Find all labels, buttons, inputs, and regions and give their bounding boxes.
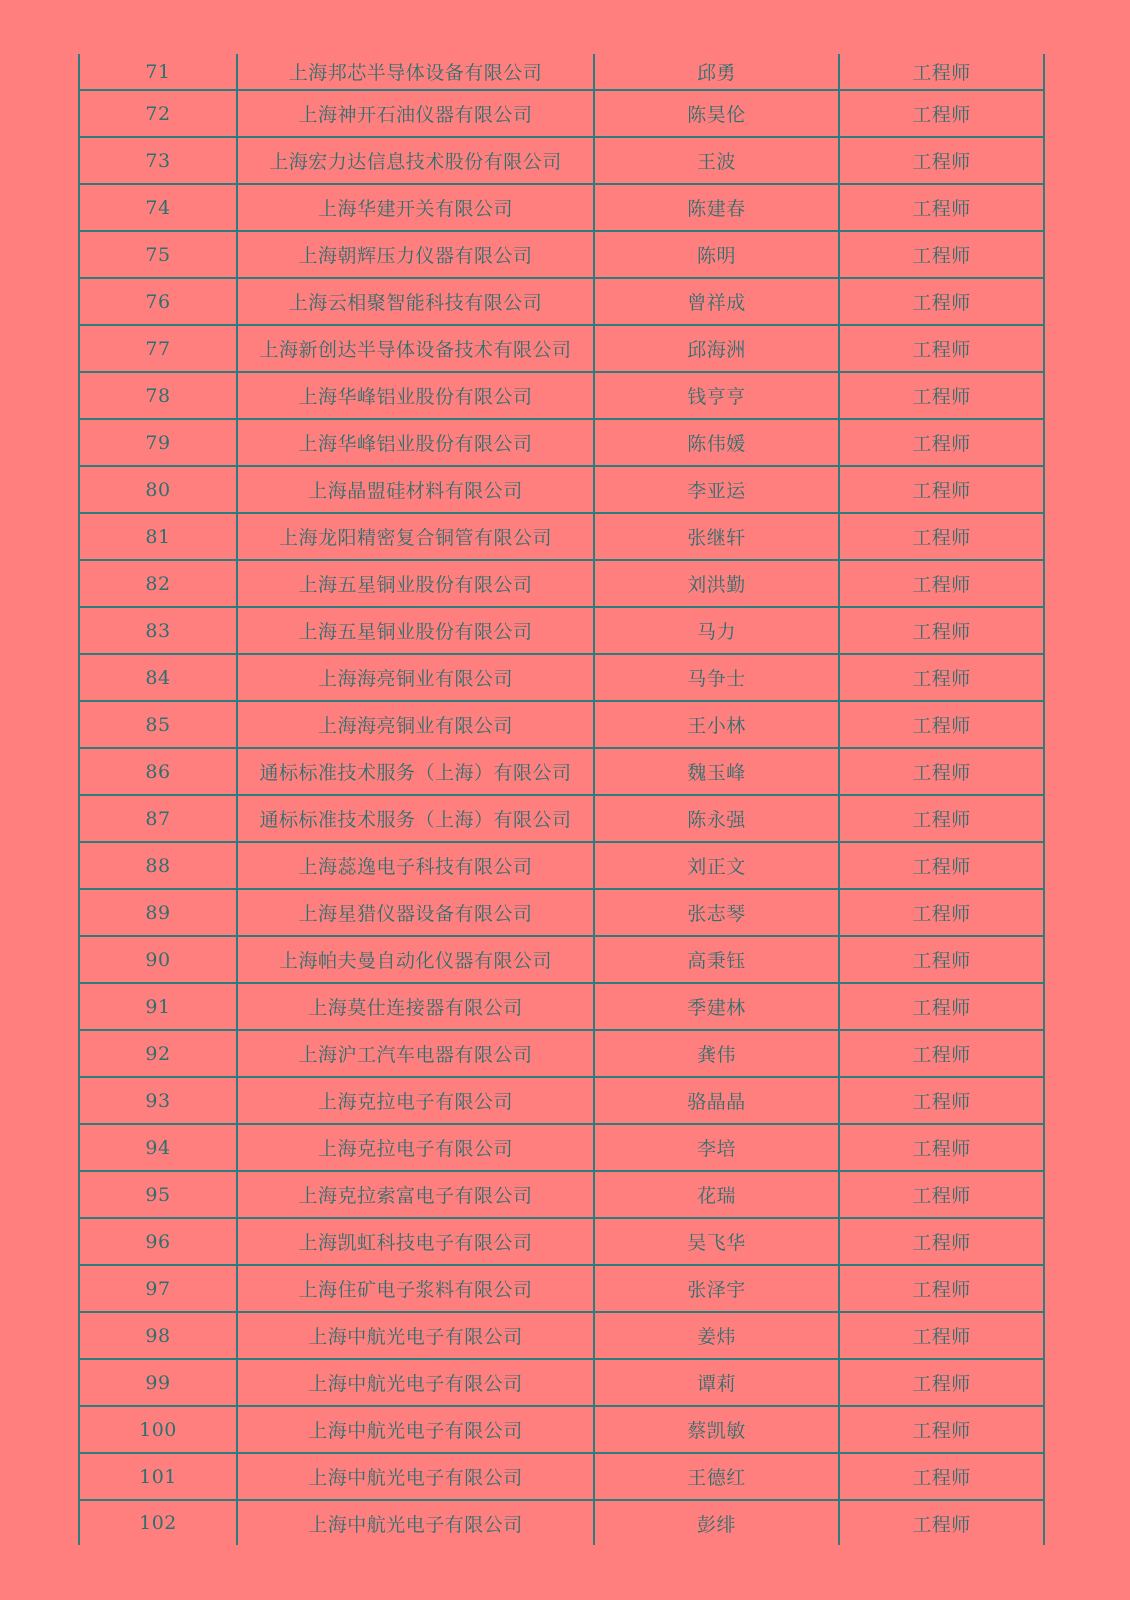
table-row bbox=[79, 231, 1044, 278]
job-title-cell: 工程师 bbox=[839, 889, 1044, 936]
job-title-cell: 工程师 bbox=[839, 278, 1044, 325]
job-title-cell: 工程师 bbox=[839, 936, 1044, 983]
row-number-cell: 79 bbox=[79, 419, 237, 466]
company-cell: 上海中航光电子有限公司 bbox=[237, 1406, 594, 1453]
row-number-cell: 93 bbox=[79, 1077, 237, 1124]
row-number-cell: 80 bbox=[79, 466, 237, 513]
company-cell: 上海海亮铜业有限公司 bbox=[237, 701, 594, 748]
person-name-cell: 陈建春 bbox=[594, 184, 839, 231]
job-title-cell: 工程师 bbox=[839, 184, 1044, 231]
job-title-cell: 工程师 bbox=[839, 419, 1044, 466]
job-title-cell: 工程师 bbox=[839, 983, 1044, 1030]
company-cell: 上海帕夫曼自动化仪器有限公司 bbox=[237, 936, 594, 983]
job-title-cell: 工程师 bbox=[839, 90, 1044, 137]
person-name-cell: 王小林 bbox=[594, 701, 839, 748]
table-row bbox=[79, 137, 1044, 184]
job-title-cell: 工程师 bbox=[839, 231, 1044, 278]
job-title-cell: 工程师 bbox=[839, 137, 1044, 184]
roster-table bbox=[78, 54, 1045, 1545]
job-title-cell: 工程师 bbox=[839, 795, 1044, 842]
table-row bbox=[79, 795, 1044, 842]
person-name-cell: 李亚运 bbox=[594, 466, 839, 513]
table-row bbox=[79, 560, 1044, 607]
job-title-cell: 工程师 bbox=[839, 1453, 1044, 1500]
row-number-cell: 84 bbox=[79, 654, 237, 701]
person-name-cell: 花瑞 bbox=[594, 1171, 839, 1218]
row-number-cell: 86 bbox=[79, 748, 237, 795]
row-number-cell: 88 bbox=[79, 842, 237, 889]
row-number-cell: 85 bbox=[79, 701, 237, 748]
company-cell: 上海邦芯半导体设备有限公司 bbox=[237, 54, 594, 90]
company-cell: 上海云相聚智能科技有限公司 bbox=[237, 278, 594, 325]
company-cell: 上海华峰铝业股份有限公司 bbox=[237, 419, 594, 466]
person-name-cell: 陈永强 bbox=[594, 795, 839, 842]
person-name-cell: 彭绯 bbox=[594, 1500, 839, 1545]
row-number-cell: 90 bbox=[79, 936, 237, 983]
job-title-cell: 工程师 bbox=[839, 1265, 1044, 1312]
job-title-cell: 工程师 bbox=[839, 1124, 1044, 1171]
person-name-cell: 陈明 bbox=[594, 231, 839, 278]
person-name-cell: 邱海洲 bbox=[594, 325, 839, 372]
company-cell: 上海沪工汽车电器有限公司 bbox=[237, 1030, 594, 1077]
person-name-cell: 王德红 bbox=[594, 1453, 839, 1500]
person-name-cell: 张泽宇 bbox=[594, 1265, 839, 1312]
person-name-cell: 高秉钰 bbox=[594, 936, 839, 983]
job-title-cell: 工程师 bbox=[839, 1312, 1044, 1359]
roster-table-body bbox=[79, 54, 1044, 1545]
table-row bbox=[79, 1077, 1044, 1124]
table-row bbox=[79, 1124, 1044, 1171]
row-number-cell: 73 bbox=[79, 137, 237, 184]
job-title-cell: 工程师 bbox=[839, 1077, 1044, 1124]
table-row bbox=[79, 1030, 1044, 1077]
person-name-cell: 魏玉峰 bbox=[594, 748, 839, 795]
row-number-cell: 89 bbox=[79, 889, 237, 936]
row-number-cell: 75 bbox=[79, 231, 237, 278]
table-row bbox=[79, 1312, 1044, 1359]
row-number-cell: 96 bbox=[79, 1218, 237, 1265]
table-row bbox=[79, 466, 1044, 513]
company-cell: 上海龙阳精密复合铜管有限公司 bbox=[237, 513, 594, 560]
job-title-cell: 工程师 bbox=[839, 654, 1044, 701]
table-row bbox=[79, 184, 1044, 231]
company-cell: 上海华峰铝业股份有限公司 bbox=[237, 372, 594, 419]
table-row bbox=[79, 701, 1044, 748]
job-title-cell: 工程师 bbox=[839, 748, 1044, 795]
person-name-cell: 陈伟媛 bbox=[594, 419, 839, 466]
row-number-cell: 74 bbox=[79, 184, 237, 231]
row-number-cell: 99 bbox=[79, 1359, 237, 1406]
row-number-cell: 91 bbox=[79, 983, 237, 1030]
person-name-cell: 曾祥成 bbox=[594, 278, 839, 325]
company-cell: 上海晶盟硅材料有限公司 bbox=[237, 466, 594, 513]
company-cell: 上海莫仕连接器有限公司 bbox=[237, 983, 594, 1030]
job-title-cell: 工程师 bbox=[839, 325, 1044, 372]
company-cell: 上海星猎仪器设备有限公司 bbox=[237, 889, 594, 936]
row-number-cell: 95 bbox=[79, 1171, 237, 1218]
table-row bbox=[79, 1171, 1044, 1218]
row-number-cell: 83 bbox=[79, 607, 237, 654]
company-cell: 上海中航光电子有限公司 bbox=[237, 1453, 594, 1500]
person-name-cell: 钱亨亨 bbox=[594, 372, 839, 419]
company-cell: 上海华建开关有限公司 bbox=[237, 184, 594, 231]
company-cell: 上海中航光电子有限公司 bbox=[237, 1312, 594, 1359]
table-row bbox=[79, 372, 1044, 419]
job-title-cell: 工程师 bbox=[839, 1359, 1044, 1406]
person-name-cell: 张继轩 bbox=[594, 513, 839, 560]
company-cell: 上海五星铜业股份有限公司 bbox=[237, 607, 594, 654]
company-cell: 上海五星铜业股份有限公司 bbox=[237, 560, 594, 607]
person-name-cell: 马争士 bbox=[594, 654, 839, 701]
row-number-cell: 82 bbox=[79, 560, 237, 607]
roster-table-container bbox=[78, 54, 1043, 1545]
company-cell: 上海住矿电子浆料有限公司 bbox=[237, 1265, 594, 1312]
person-name-cell: 邱勇 bbox=[594, 54, 839, 90]
row-number-cell: 101 bbox=[79, 1453, 237, 1500]
company-cell: 上海克拉电子有限公司 bbox=[237, 1077, 594, 1124]
company-cell: 上海蕊逸电子科技有限公司 bbox=[237, 842, 594, 889]
table-row bbox=[79, 1265, 1044, 1312]
row-number-cell: 77 bbox=[79, 325, 237, 372]
person-name-cell: 李培 bbox=[594, 1124, 839, 1171]
table-row bbox=[79, 278, 1044, 325]
row-number-cell: 102 bbox=[79, 1500, 237, 1545]
table-row bbox=[79, 513, 1044, 560]
company-cell: 上海中航光电子有限公司 bbox=[237, 1359, 594, 1406]
job-title-cell: 工程师 bbox=[839, 701, 1044, 748]
job-title-cell: 工程师 bbox=[839, 513, 1044, 560]
company-cell: 上海朝辉压力仪器有限公司 bbox=[237, 231, 594, 278]
person-name-cell: 陈昊伦 bbox=[594, 90, 839, 137]
table-row bbox=[79, 1406, 1044, 1453]
row-number-cell: 81 bbox=[79, 513, 237, 560]
company-cell: 上海宏力达信息技术股份有限公司 bbox=[237, 137, 594, 184]
company-cell: 通标标准技术服务（上海）有限公司 bbox=[237, 748, 594, 795]
person-name-cell: 张志琴 bbox=[594, 889, 839, 936]
person-name-cell: 姜炜 bbox=[594, 1312, 839, 1359]
person-name-cell: 谭莉 bbox=[594, 1359, 839, 1406]
table-row bbox=[79, 419, 1044, 466]
table-row bbox=[79, 1500, 1044, 1545]
company-cell: 上海中航光电子有限公司 bbox=[237, 1500, 594, 1545]
table-row bbox=[79, 607, 1044, 654]
person-name-cell: 刘正文 bbox=[594, 842, 839, 889]
person-name-cell: 季建林 bbox=[594, 983, 839, 1030]
table-row bbox=[79, 325, 1044, 372]
row-number-cell: 98 bbox=[79, 1312, 237, 1359]
row-number-cell: 97 bbox=[79, 1265, 237, 1312]
table-row bbox=[79, 1453, 1044, 1500]
row-number-cell: 71 bbox=[79, 54, 237, 90]
table-row bbox=[79, 90, 1044, 137]
row-number-cell: 100 bbox=[79, 1406, 237, 1453]
company-cell: 上海凯虹科技电子有限公司 bbox=[237, 1218, 594, 1265]
person-name-cell: 龚伟 bbox=[594, 1030, 839, 1077]
company-cell: 上海海亮铜业有限公司 bbox=[237, 654, 594, 701]
company-cell: 通标标准技术服务（上海）有限公司 bbox=[237, 795, 594, 842]
row-number-cell: 87 bbox=[79, 795, 237, 842]
job-title-cell: 工程师 bbox=[839, 1218, 1044, 1265]
company-cell: 上海神开石油仪器有限公司 bbox=[237, 90, 594, 137]
job-title-cell: 工程师 bbox=[839, 1406, 1044, 1453]
job-title-cell: 工程师 bbox=[839, 1500, 1044, 1545]
person-name-cell: 王波 bbox=[594, 137, 839, 184]
job-title-cell: 工程师 bbox=[839, 607, 1044, 654]
person-name-cell: 骆晶晶 bbox=[594, 1077, 839, 1124]
person-name-cell: 马力 bbox=[594, 607, 839, 654]
job-title-cell: 工程师 bbox=[839, 842, 1044, 889]
person-name-cell: 刘洪勤 bbox=[594, 560, 839, 607]
table-row bbox=[79, 54, 1044, 90]
job-title-cell: 工程师 bbox=[839, 466, 1044, 513]
company-cell: 上海克拉电子有限公司 bbox=[237, 1124, 594, 1171]
table-row bbox=[79, 1359, 1044, 1406]
company-cell: 上海克拉索富电子有限公司 bbox=[237, 1171, 594, 1218]
row-number-cell: 78 bbox=[79, 372, 237, 419]
job-title-cell: 工程师 bbox=[839, 1030, 1044, 1077]
table-row bbox=[79, 654, 1044, 701]
company-cell: 上海新创达半导体设备技术有限公司 bbox=[237, 325, 594, 372]
table-row bbox=[79, 983, 1044, 1030]
job-title-cell: 工程师 bbox=[839, 560, 1044, 607]
table-row bbox=[79, 889, 1044, 936]
row-number-cell: 72 bbox=[79, 90, 237, 137]
row-number-cell: 92 bbox=[79, 1030, 237, 1077]
row-number-cell: 94 bbox=[79, 1124, 237, 1171]
person-name-cell: 蔡凯敏 bbox=[594, 1406, 839, 1453]
job-title-cell: 工程师 bbox=[839, 54, 1044, 90]
table-row bbox=[79, 1218, 1044, 1265]
job-title-cell: 工程师 bbox=[839, 372, 1044, 419]
person-name-cell: 吴飞华 bbox=[594, 1218, 839, 1265]
row-number-cell: 76 bbox=[79, 278, 237, 325]
job-title-cell: 工程师 bbox=[839, 1171, 1044, 1218]
table-row bbox=[79, 748, 1044, 795]
table-row bbox=[79, 936, 1044, 983]
table-row bbox=[79, 842, 1044, 889]
